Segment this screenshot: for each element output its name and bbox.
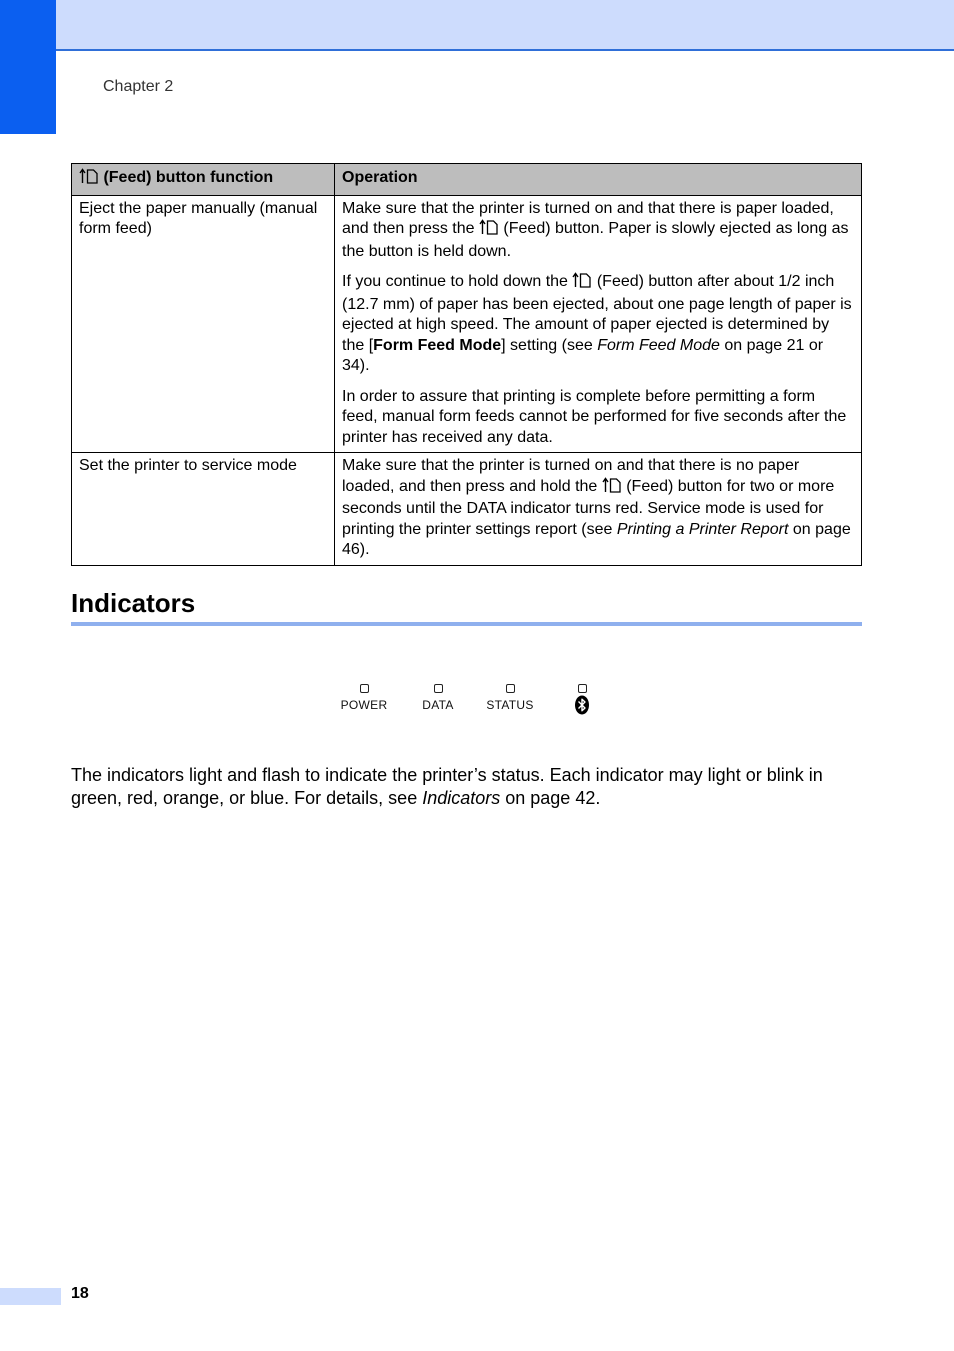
function-cell: Eject the paper manually (manual form feed) bbox=[72, 195, 335, 453]
table-row bbox=[72, 453, 862, 566]
bluetooth-icon bbox=[568, 695, 596, 720]
chapter-tab-marker bbox=[0, 0, 56, 134]
feed-icon bbox=[479, 219, 499, 242]
indicator-power bbox=[336, 684, 392, 712]
chapter-label: Chapter 2 bbox=[103, 78, 174, 95]
cross-reference: Printing a Printer Report bbox=[616, 520, 789, 538]
indicator-label: DATA bbox=[422, 698, 454, 712]
text-span: (Feed) button. Paper is slowly ejected as long as the button is held down. bbox=[342, 220, 849, 260]
section-rule bbox=[71, 622, 862, 626]
operation-cell bbox=[335, 195, 862, 453]
indicator-label: STATUS bbox=[486, 698, 534, 712]
bluetooth-led bbox=[578, 684, 587, 693]
cross-reference: Indicators bbox=[422, 788, 501, 808]
feed-icon bbox=[602, 477, 622, 500]
indicator-label: POWER bbox=[340, 698, 388, 712]
page-number: 18 bbox=[71, 1285, 89, 1302]
operation-paragraph bbox=[342, 199, 854, 263]
power-led bbox=[360, 684, 369, 693]
text-span: (Feed) button for two or more seconds until the DATA indicator turns red. Service mode is used for printing the printer settings report (see bbox=[342, 477, 835, 538]
indicator-bluetooth bbox=[568, 684, 596, 720]
section-title: Indicators bbox=[71, 588, 196, 618]
column-header-function-label: (Feed) button function bbox=[103, 169, 274, 186]
text-span: Make sure that the printer is turned on and that there is paper loaded, and then press the bbox=[342, 199, 834, 237]
setting-name: Form Feed Mode bbox=[373, 336, 502, 354]
text-span: The indicators light and flash to indicate the printer’s status. Each indicator may light or blink in green, red, orange, or blue. For details, see bbox=[71, 765, 823, 808]
text-span: ] setting (see bbox=[501, 336, 598, 354]
header-band bbox=[0, 0, 954, 51]
table-row bbox=[72, 195, 862, 453]
text-span: (Feed) button after about 1/2 inch (12.7 mm) of paper has been ejected, about one page length of paper is ejected at high speed. The amount of paper ejected is determined by the [ bbox=[342, 273, 852, 354]
text-span: on page 46). bbox=[342, 520, 851, 558]
text-span: on page 21 or 34). bbox=[342, 336, 824, 374]
column-header-function bbox=[72, 164, 335, 196]
operation-paragraph bbox=[342, 456, 854, 561]
feed-icon bbox=[572, 272, 592, 295]
feed-button-table bbox=[71, 163, 862, 566]
text-span: If you continue to hold down the bbox=[342, 273, 573, 290]
column-header-operation: Operation bbox=[335, 164, 862, 196]
cross-reference: Form Feed Mode bbox=[597, 336, 720, 354]
operation-paragraph: In order to assure that printing is complete before permitting a form feed, manual form feeds cannot be performed for five seconds after the printer has received any data. bbox=[342, 387, 847, 446]
table-header-row bbox=[72, 164, 862, 196]
page-number-tab bbox=[0, 1288, 61, 1305]
data-led bbox=[434, 684, 443, 693]
indicator-status bbox=[478, 684, 542, 712]
operation-paragraph bbox=[342, 272, 854, 377]
text-span: on page 42. bbox=[500, 788, 601, 808]
feed-icon bbox=[79, 168, 99, 191]
text-span: Make sure that the printer is turned on and that there is no paper loaded, and then press and hold the bbox=[342, 457, 800, 495]
function-cell: Set the printer to service mode bbox=[72, 453, 335, 566]
operation-cell bbox=[335, 453, 862, 566]
indicator-panel bbox=[330, 684, 610, 724]
indicators-description bbox=[71, 764, 871, 810]
status-led bbox=[506, 684, 515, 693]
indicator-data bbox=[410, 684, 466, 712]
